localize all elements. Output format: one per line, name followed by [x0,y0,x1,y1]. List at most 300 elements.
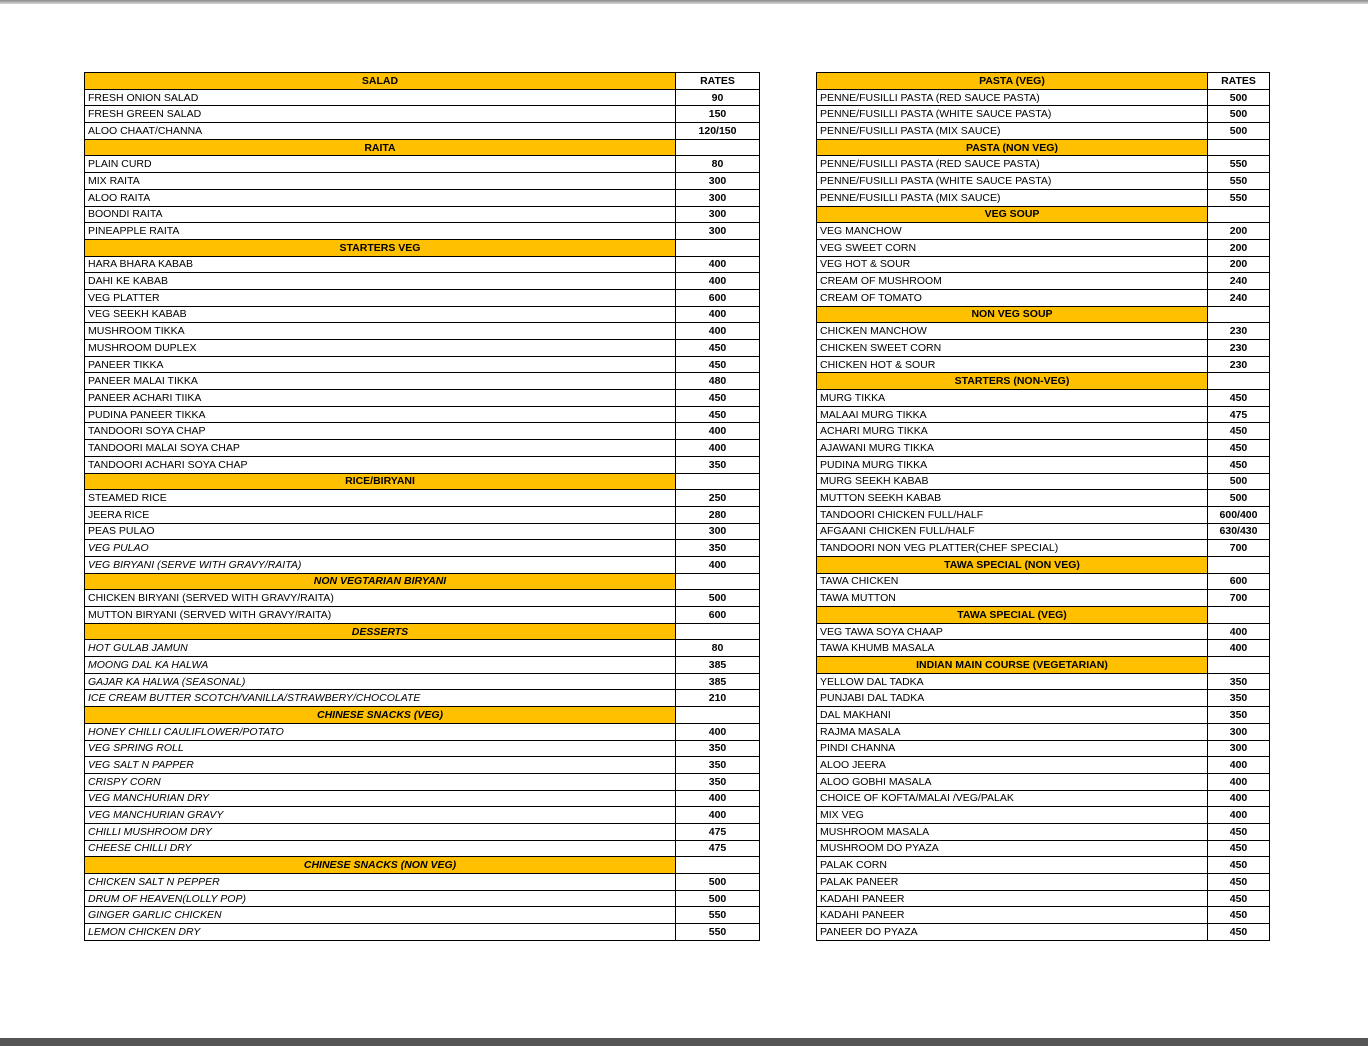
section-header-row [85,473,760,490]
rates-header [1208,556,1270,573]
menu-item-row [85,840,760,857]
item-name: AJAWANI MURG TIKKA [817,440,1208,457]
item-name: PANEER TIKKA [85,356,676,373]
menu-item-row [85,924,760,941]
item-name: PANEER ACHARI TIIKA [85,390,676,407]
rates-header [1208,373,1270,390]
rates-header [676,139,760,156]
section-header-row [817,556,1270,573]
section-title: INDIAN MAIN COURSE (VEGETARIAN) [817,657,1208,674]
section-title: STARTERS (NON-VEG) [817,373,1208,390]
item-rate: 475 [676,823,760,840]
rates-header [676,573,760,590]
item-name: PENNE/FUSILLI PASTA (RED SAUCE PASTA) [817,89,1208,106]
section-title: CHINESE SNACKS (NON VEG) [85,857,676,874]
item-rate: 600/400 [1208,506,1270,523]
item-rate: 240 [1208,289,1270,306]
item-rate: 450 [676,390,760,407]
section-title: RAITA [85,139,676,156]
item-rate: 400 [676,423,760,440]
menu-item-row [817,590,1270,607]
item-name: VEG SPRING ROLL [85,740,676,757]
menu-item-row [85,156,760,173]
item-rate: 480 [676,373,760,390]
item-name: VEG HOT & SOUR [817,256,1208,273]
menu-item-row [817,223,1270,240]
item-rate: 120/150 [676,123,760,140]
menu-item-row [85,440,760,457]
item-rate: 400 [1208,807,1270,824]
item-rate: 300 [676,189,760,206]
menu-table-left [84,72,760,941]
item-name: MURG TIKKA [817,390,1208,407]
menu-item-row [817,907,1270,924]
item-rate: 450 [1208,924,1270,941]
menu-table-right [816,72,1270,941]
menu-item-row [85,506,760,523]
menu-item-row [85,773,760,790]
menu-item-row [85,556,760,573]
item-name: CHICKEN SWEET CORN [817,340,1208,357]
rates-header [676,857,760,874]
menu-item-row [817,707,1270,724]
menu-item-row [85,390,760,407]
item-rate: 450 [1208,440,1270,457]
item-name: MUSHROOM TIKKA [85,323,676,340]
item-rate: 450 [1208,890,1270,907]
item-rate: 550 [676,907,760,924]
menu-item-row [817,156,1270,173]
item-rate: 350 [676,773,760,790]
item-name: MUTTON SEEKH KABAB [817,490,1208,507]
item-name: CHICKEN HOT & SOUR [817,356,1208,373]
section-header-row [817,206,1270,223]
item-rate: 600 [1208,573,1270,590]
menu-item-row [85,289,760,306]
section-title: PASTA (NON VEG) [817,139,1208,156]
section-header-row [85,707,760,724]
item-name: MIX VEG [817,807,1208,824]
item-name: MOONG DAL KA HALWA [85,657,676,674]
item-rate: 450 [1208,840,1270,857]
item-name: DRUM OF HEAVEN(LOLLY POP) [85,890,676,907]
item-name: KADAHI PANEER [817,907,1208,924]
menu-item-row [817,723,1270,740]
item-rate: 80 [676,640,760,657]
item-name: DAHI KE KABAB [85,273,676,290]
item-name: PENNE/FUSILLI PASTA (MIX SAUCE) [817,123,1208,140]
menu-item-row [817,356,1270,373]
item-rate: 550 [1208,173,1270,190]
menu-item-row [85,640,760,657]
section-header-row [817,373,1270,390]
rates-header [1208,657,1270,674]
menu-item-row [85,306,760,323]
item-rate: 500 [676,590,760,607]
menu-item-row [85,823,760,840]
menu-item-row [85,456,760,473]
menu-item-row [85,406,760,423]
item-name: PUNJABI DAL TADKA [817,690,1208,707]
section-title: TAWA SPECIAL (VEG) [817,607,1208,624]
item-name: PINEAPPLE RAITA [85,223,676,240]
item-name: GINGER GARLIC CHICKEN [85,907,676,924]
item-rate: 400 [1208,623,1270,640]
item-name: CHICKEN BIRYANI (SERVED WITH GRAVY/RAITA) [85,590,676,607]
menu-item-row [817,690,1270,707]
menu-item-row [85,106,760,123]
item-name: TAWA MUTTON [817,590,1208,607]
section-title: CHINESE SNACKS (VEG) [85,707,676,724]
rates-header: RATES [1208,73,1270,90]
item-name: RAJMA MASALA [817,723,1208,740]
item-rate: 475 [1208,406,1270,423]
item-name: PALAK PANEER [817,874,1208,891]
item-name: CHOICE OF KOFTA/MALAI /VEG/PALAK [817,790,1208,807]
item-name: PENNE/FUSILLI PASTA (RED SAUCE PASTA) [817,156,1208,173]
item-name: VEG SALT N PAPPER [85,757,676,774]
menu-item-row [817,256,1270,273]
menu-item-row [85,423,760,440]
item-rate: 450 [1208,874,1270,891]
menu-item-row [817,773,1270,790]
item-rate: 400 [1208,773,1270,790]
menu-item-row [85,89,760,106]
section-title: DESSERTS [85,623,676,640]
item-name: YELLOW DAL TADKA [817,673,1208,690]
menu-item-row [85,490,760,507]
item-name: HARA BHARA KABAB [85,256,676,273]
item-rate: 400 [676,323,760,340]
item-rate: 450 [676,356,760,373]
item-rate: 150 [676,106,760,123]
item-name: TANDOORI NON VEG PLATTER(CHEF SPECIAL) [817,540,1208,557]
menu-item-row [85,807,760,824]
viewer-top-edge [0,0,1368,4]
menu-item-row [817,289,1270,306]
rates-header [1208,306,1270,323]
item-rate: 300 [676,523,760,540]
item-name: MURG SEEKH KABAB [817,473,1208,490]
section-header-row [817,607,1270,624]
item-name: PINDI CHANNA [817,740,1208,757]
section-header-row [817,73,1270,90]
item-name: PEAS PULAO [85,523,676,540]
item-name: VEG SEEKH KABAB [85,306,676,323]
section-header-row [817,657,1270,674]
item-name: ALOO GOBHI MASALA [817,773,1208,790]
item-name: PENNE/FUSILLI PASTA (MIX SAUCE) [817,189,1208,206]
section-title: RICE/BIRYANI [85,473,676,490]
item-name: PALAK CORN [817,857,1208,874]
item-rate: 210 [676,690,760,707]
menu-item-row [817,440,1270,457]
item-rate: 230 [1208,323,1270,340]
menu-item-row [817,490,1270,507]
item-rate: 500 [1208,123,1270,140]
item-name: TANDOORI SOYA CHAP [85,423,676,440]
item-rate: 400 [1208,790,1270,807]
item-name: VEG MANCHURIAN GRAVY [85,807,676,824]
menu-item-row [817,423,1270,440]
item-rate: 400 [676,273,760,290]
section-title: VEG SOUP [817,206,1208,223]
viewer-bottom-edge [0,1038,1368,1046]
menu-item-row [817,523,1270,540]
menu-item-row [85,723,760,740]
item-name: GAJAR KA HALWA (SEASONAL) [85,673,676,690]
item-rate: 350 [1208,690,1270,707]
item-rate: 300 [676,173,760,190]
item-name: VEG TAWA SOYA CHAAP [817,623,1208,640]
rates-header [676,623,760,640]
section-header-row [85,239,760,256]
menu-item-row [85,256,760,273]
section-header-row [85,573,760,590]
menu-item-row [817,757,1270,774]
item-rate: 450 [676,340,760,357]
item-name: ALOO RAITA [85,189,676,206]
item-name: VEG MANCHURIAN DRY [85,790,676,807]
section-header-row [85,73,760,90]
section-title: SALAD [85,73,676,90]
item-rate: 200 [1208,256,1270,273]
menu-item-row [817,807,1270,824]
rates-header: RATES [676,73,760,90]
section-header-row [85,857,760,874]
menu-item-row [85,740,760,757]
menu-item-row [85,874,760,891]
rates-header [676,473,760,490]
item-name: CHICKEN SALT N PEPPER [85,874,676,891]
menu-item-row [85,373,760,390]
menu-item-row [817,89,1270,106]
item-name: MUSHROOM DUPLEX [85,340,676,357]
item-name: VEG PULAO [85,540,676,557]
item-rate: 500 [1208,89,1270,106]
menu-item-row [817,390,1270,407]
menu-item-row [817,340,1270,357]
menu-item-row [817,673,1270,690]
item-name: ALOO JEERA [817,757,1208,774]
menu-item-row [85,907,760,924]
item-rate: 450 [1208,390,1270,407]
item-rate: 630/430 [1208,523,1270,540]
menu-item-row [85,590,760,607]
menu-item-row [85,273,760,290]
menu-item-row [85,173,760,190]
item-rate: 400 [676,723,760,740]
menu-item-row [817,473,1270,490]
menu-item-row [817,173,1270,190]
menu-item-row [817,106,1270,123]
item-name: STEAMED RICE [85,490,676,507]
section-header-row [85,139,760,156]
item-name: FRESH GREEN SALAD [85,106,676,123]
menu-item-row [85,356,760,373]
menu-item-row [85,323,760,340]
item-name: CREAM OF MUSHROOM [817,273,1208,290]
item-rate: 350 [676,456,760,473]
section-title: TAWA SPECIAL (NON VEG) [817,556,1208,573]
menu-item-row [817,540,1270,557]
item-rate: 350 [1208,673,1270,690]
menu-item-row [817,406,1270,423]
menu-item-row [817,890,1270,907]
menu-item-row [817,840,1270,857]
item-rate: 90 [676,89,760,106]
menu-item-row [817,189,1270,206]
item-name: TANDOORI CHICKEN FULL/HALF [817,506,1208,523]
section-title: NON VEGTARIAN BIRYANI [85,573,676,590]
rates-header [1208,607,1270,624]
menu-item-row [85,123,760,140]
rates-header [1208,139,1270,156]
item-name: DAL MAKHANI [817,707,1208,724]
menu-item-row [817,640,1270,657]
item-rate: 550 [1208,189,1270,206]
menu-item-row [817,506,1270,523]
menu-item-row [85,540,760,557]
menu-item-row [817,857,1270,874]
item-name: KADAHI PANEER [817,890,1208,907]
item-rate: 400 [676,556,760,573]
item-rate: 450 [1208,423,1270,440]
item-name: CHILLI MUSHROOM DRY [85,823,676,840]
menu-item-row [817,123,1270,140]
item-rate: 700 [1208,590,1270,607]
item-rate: 400 [676,790,760,807]
item-rate: 200 [1208,223,1270,240]
menu-item-row [85,223,760,240]
item-name: PUDINA MURG TIKKA [817,456,1208,473]
menu-item-row [85,690,760,707]
item-name: HONEY CHILLI CAULIFLOWER/POTATO [85,723,676,740]
item-rate: 700 [1208,540,1270,557]
item-rate: 350 [1208,707,1270,724]
item-rate: 400 [1208,757,1270,774]
item-name: PENNE/FUSILLI PASTA (WHITE SAUCE PASTA) [817,106,1208,123]
item-rate: 300 [1208,740,1270,757]
rates-header [676,707,760,724]
menu-item-row [817,573,1270,590]
item-name: TANDOORI ACHARI SOYA CHAP [85,456,676,473]
item-rate: 80 [676,156,760,173]
item-rate: 500 [1208,490,1270,507]
item-rate: 450 [1208,907,1270,924]
menu-item-row [85,757,760,774]
item-name: CHEESE CHILLI DRY [85,840,676,857]
section-header-row [817,139,1270,156]
menu-item-row [85,206,760,223]
item-rate: 300 [676,223,760,240]
item-name: AFGAANI CHICKEN FULL/HALF [817,523,1208,540]
item-rate: 500 [1208,473,1270,490]
item-name: JEERA RICE [85,506,676,523]
section-title: NON VEG SOUP [817,306,1208,323]
item-name: PANEER MALAI TIKKA [85,373,676,390]
rates-header [676,239,760,256]
item-name: MALAAI MURG TIKKA [817,406,1208,423]
item-name: HOT GULAB JAMUN [85,640,676,657]
item-rate: 200 [1208,239,1270,256]
menu-item-row [85,673,760,690]
item-rate: 400 [1208,640,1270,657]
section-header-row [817,306,1270,323]
menu-item-row [85,189,760,206]
item-name: VEG MANCHOW [817,223,1208,240]
item-name: PUDINA PANEER TIKKA [85,406,676,423]
menu-item-row [85,890,760,907]
item-name: ALOO CHAAT/CHANNA [85,123,676,140]
item-name: VEG BIRYANI (SERVE WITH GRAVY/RAITA) [85,556,676,573]
item-rate: 550 [1208,156,1270,173]
menu-item-row [817,323,1270,340]
item-rate: 400 [676,306,760,323]
item-rate: 400 [676,440,760,457]
item-name: FRESH ONION SALAD [85,89,676,106]
item-name: VEG PLATTER [85,289,676,306]
item-rate: 350 [676,757,760,774]
item-name: BOONDI RAITA [85,206,676,223]
menu-item-row [817,874,1270,891]
item-name: CREAM OF TOMATO [817,289,1208,306]
item-rate: 450 [1208,456,1270,473]
item-rate: 600 [676,607,760,624]
item-name: TANDOORI MALAI SOYA CHAP [85,440,676,457]
item-rate: 475 [676,840,760,857]
item-name: MUSHROOM DO PYAZA [817,840,1208,857]
item-name: CHICKEN MANCHOW [817,323,1208,340]
item-rate: 385 [676,673,760,690]
item-rate: 500 [1208,106,1270,123]
menu-item-row [817,740,1270,757]
item-rate: 250 [676,490,760,507]
item-rate: 385 [676,657,760,674]
section-header-row [85,623,760,640]
item-rate: 350 [676,740,760,757]
menu-item-row [85,340,760,357]
item-rate: 550 [676,924,760,941]
item-name: TAWA KHUMB MASALA [817,640,1208,657]
rates-header [1208,206,1270,223]
item-name: LEMON CHICKEN DRY [85,924,676,941]
item-name: CRISPY CORN [85,773,676,790]
section-title: PASTA (VEG) [817,73,1208,90]
menu-item-row [85,657,760,674]
menu-item-row [85,790,760,807]
item-rate: 500 [676,874,760,891]
item-name: ACHARI MURG TIKKA [817,423,1208,440]
menu-item-row [817,924,1270,941]
item-name: PLAIN CURD [85,156,676,173]
item-name: MIX RAITA [85,173,676,190]
item-rate: 600 [676,289,760,306]
item-rate: 400 [676,256,760,273]
menu-item-row [85,523,760,540]
menu-item-row [817,623,1270,640]
item-rate: 350 [676,540,760,557]
menu-item-row [817,823,1270,840]
item-rate: 280 [676,506,760,523]
item-rate: 450 [1208,823,1270,840]
item-rate: 240 [1208,273,1270,290]
item-rate: 230 [1208,356,1270,373]
item-name: TAWA CHICKEN [817,573,1208,590]
item-rate: 450 [676,406,760,423]
item-rate: 450 [1208,857,1270,874]
item-rate: 300 [1208,723,1270,740]
